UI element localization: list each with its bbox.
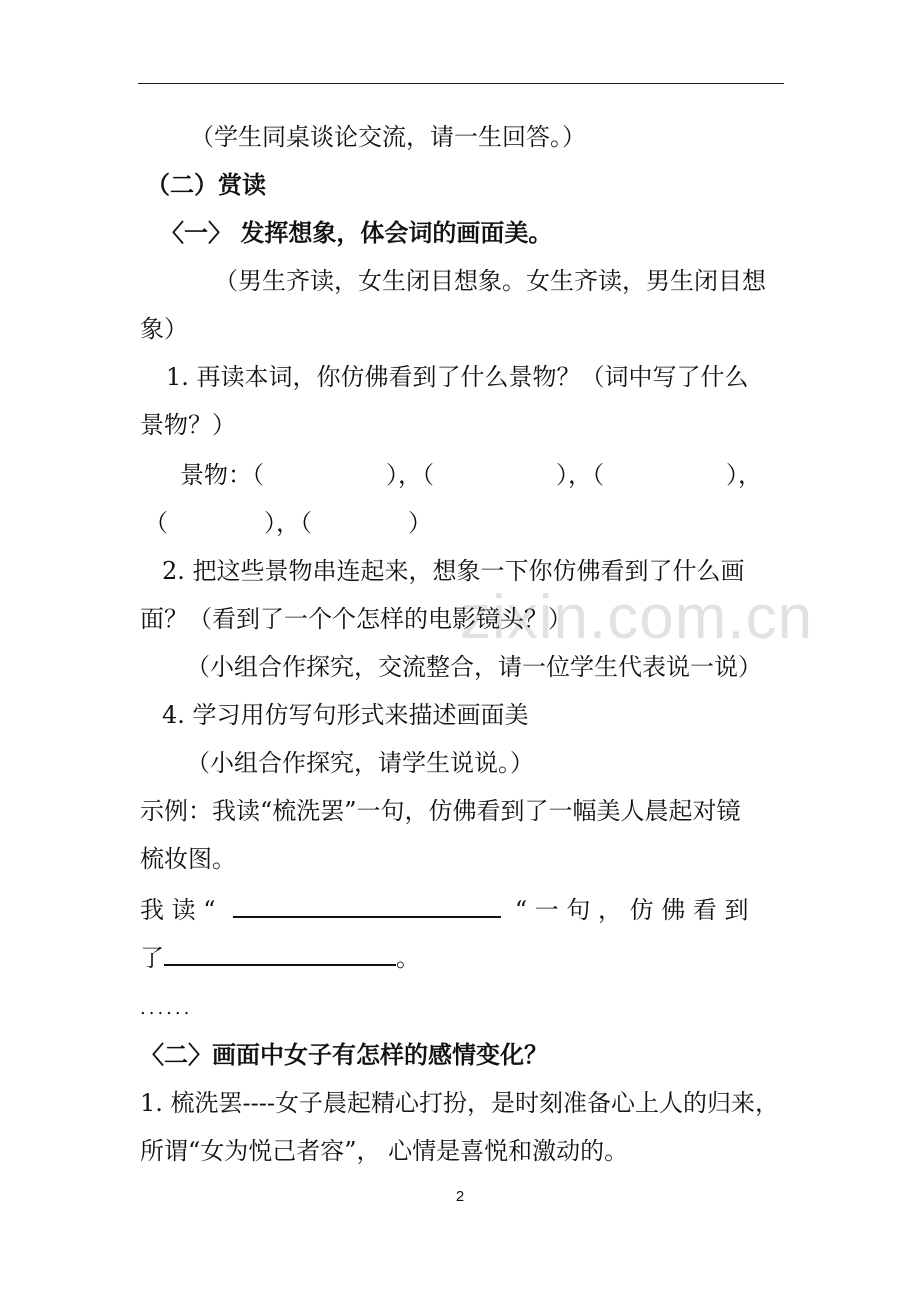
header-rule — [138, 83, 784, 84]
fill-text: 我 读 “ — [140, 896, 216, 924]
question: 4. 学习用仿写句形式来描述画面美 — [162, 701, 529, 729]
fill-label: 景物：（ — [180, 461, 264, 489]
fill-blank-row — [180, 460, 782, 490]
subsection-heading: 〈二〉画面中女子有怎样的感情变化？ — [140, 1041, 548, 1069]
question: 面？（看到了一个个怎样的电影镜头？） — [140, 605, 572, 633]
paragraph: （男生齐读，女生闭目想象。女生齐读，男生闭目想 — [214, 267, 766, 295]
paragraph: （小组合作探究，交流整合，请一位学生代表说一说） — [186, 653, 762, 681]
question: 2. 把这些景物串连起来，想象一下你仿佛看到了什么画 — [162, 557, 745, 585]
paragraph: 象） — [140, 315, 188, 343]
fill-text: 了 — [140, 944, 164, 972]
answer-blank — [164, 942, 396, 966]
fill-blank-row — [144, 508, 432, 538]
example: 梳妆图。 — [140, 845, 236, 873]
paragraph: （小组合作探究，请学生说说。） — [186, 749, 534, 777]
answer-blank — [233, 894, 501, 918]
watermark: zixin.com.cn — [460, 583, 814, 652]
fill-text: 。 — [396, 944, 420, 972]
paragraph: 所谓“女为悦己者容”， 心情是喜悦和激动的。 — [140, 1137, 629, 1165]
example: 示例：我读“梳洗罢”一句，仿佛看到了一幅美人晨起对镜 — [140, 797, 741, 825]
paragraph: （学生同桌谈论交流，请一生回答。） — [190, 123, 586, 151]
question: 景物？） — [140, 411, 236, 439]
paragraph: 1. 梳洗罢----女子晨起精心打扮，是时刻准备心上人的归来， — [140, 1089, 779, 1117]
fill-sep: ），（ — [264, 509, 312, 537]
fill-sentence-row — [140, 894, 782, 925]
fill-sep: （ — [144, 509, 168, 537]
question: 1. 再读本词，你仿佛看到了什么景物？（词中写了什么 — [166, 363, 749, 391]
subsection-heading: 〈一〉 发挥想象，体会词的画面美。 — [160, 219, 553, 247]
page-number: 2 — [455, 1188, 465, 1205]
ellipsis: ...... — [140, 998, 193, 1019]
fill-text: “ 一 句 ， 仿 佛 看 到 — [514, 896, 749, 924]
fill-sep: ），（ — [556, 461, 604, 489]
fill-sep: ）， — [726, 461, 762, 489]
fill-sentence-row — [140, 942, 420, 973]
section-heading: （二）赏读 — [146, 171, 266, 199]
fill-sep: ） — [408, 509, 432, 537]
fill-sep: ），（ — [386, 461, 434, 489]
